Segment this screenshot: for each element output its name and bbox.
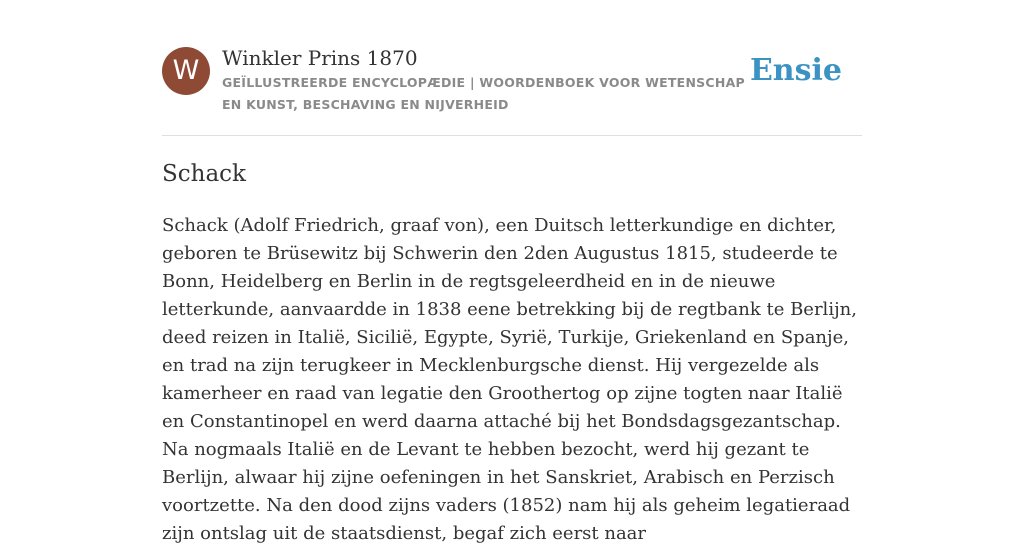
source-header [162, 46, 862, 116]
entry-title: Schack [162, 161, 246, 187]
entry-body: Schack (Adolf Friedrich, graaf von), een Duitsch letterkundige en dichter, geboren te Brüsewitz bij Schwerin den 2den Augustus 1815, studeerde te Bonn, Heidelberg en Berlin in de regtsgeleerdheid en in de nieuwe letterkunde, aanvaardde in 1838 eene betrekking bij de regtbank te Berlijn, deed reizen in Italië, Sicilië, Egypte, Syrië, Turkije, Griekenland en Spanje, en trad na zijn terugkeer in Mecklenburgsche dienst. Hij vergezelde als kamerheer en raad van legatie den Groothertog op zijne togten naar Italië en Constantinopel en werd daarna attaché bij het Bondsdagsgezantschap. Na nogmaals Italië en de Levant te hebben bezocht, werd hij gezant te Berlijn, alwaar hij zijne oefeningen in het Sanskriet, Arabisch en Perzisch voortzette. Na den dood zijns vaders (1852) nam hij als geheim legatieraad zijn ontslag uit de staatsdienst, begaf zich eerst naar [162, 215, 857, 544]
source-title[interactable]: Winkler Prins 1870 [222, 46, 418, 70]
ensie-logo[interactable]: Ensie [749, 53, 842, 88]
header-divider [162, 135, 862, 136]
source-subtitle: GEÏLLUSTREERDE ENCYCLOPÆDIE | WOORDENBOEK VOOR WETENSCHAP EN KUNST, BESCHAVING EN NIJVERHEID [222, 75, 745, 112]
source-avatar[interactable]: W [162, 47, 210, 95]
